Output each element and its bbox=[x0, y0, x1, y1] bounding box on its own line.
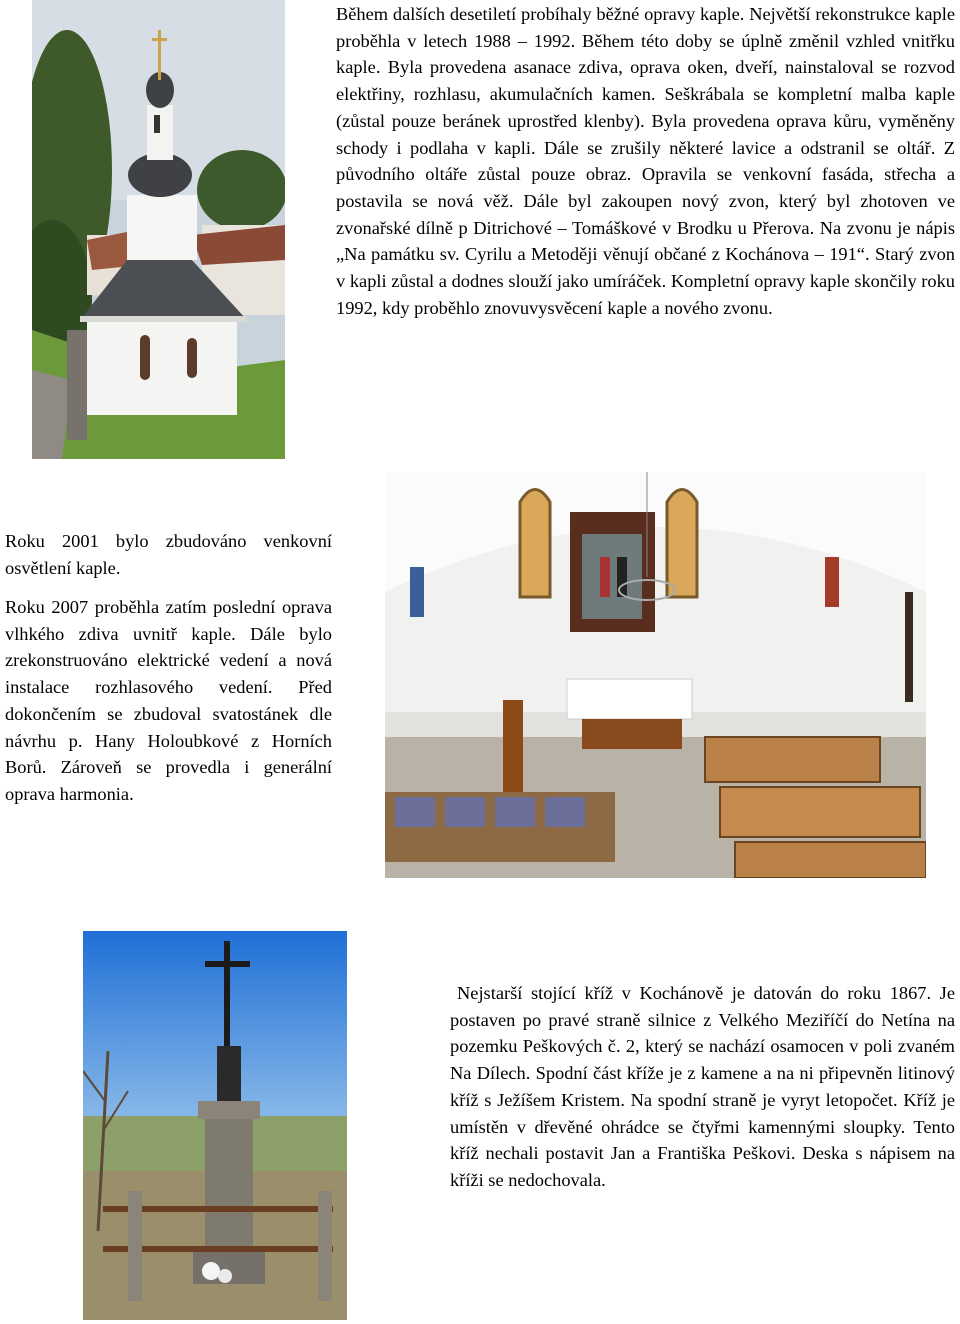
renovation-paragraph: Během dalších desetiletí probíhaly běžné opravy kaple. Největší rekonstrukce kaple proběhla v letech 1988 – 1992. Během této doby se úplně změnil vzhled vnitřku kaple. Byla provedena asanace zdiva, oprava oken, dveří, nainstaloval se rozvod elektřiny, rozhlasu, akumulačních kamen. Seškrábala se kompletní malba kaple (zůstal pouze beránek uprostřed klenby). Byla provedena oprava kůru, vyměněny schody i podlaha v kapli. Dále se zrušily některé lavice a odstranil se oltář. Z původního oltáře zůstal pouze obraz. Opravila se venkovní fasáda, střecha a postavila se nová věž. Dále byl zakoupen nový zvon, který byl zhotoven ve zvonařské dílně p Ditrichové – Tomáškové v Brodku u Přerova. Na zvonu je nápis „Na památku sv. Cyrilu a Metoději věnují občané z Kochánova – 191“. Starý zvon v kapli zůstal a dodnes slouží jako umíráček. Kompletní opravy kaple skončily roku 1992, kdy proběhlo znovuvysvěcení kaple a nového zvonu. bbox=[336, 4, 955, 318]
moisture-repair-paragraph: Roku 2007 proběhla zatím poslední oprava vlhkého zdiva uvnitř kaple. Dále bylo zrekonstruováno elektrické vedení a nová instalace rozhlasového vedení. Před dokončením se zbudoval svatostánek dle návrhu p. Hany Holoubkové z Horních Borů. Zároveň se provedla i generální oprava harmonia. bbox=[5, 597, 332, 804]
chapel-interior-photo bbox=[385, 472, 926, 878]
lighting-paragraph: Roku 2001 bylo zbudováno venkovní osvětlení kaple. bbox=[5, 531, 332, 578]
wayside-cross-photo bbox=[83, 931, 347, 1320]
cross-history-paragraph: Nejstarší stojící kříž v Kochánově je datován do roku 1867. Je postaven po pravé straně silnice z Velkého Meziříčí do Netína na pozemku Peškových č. 2, který se nachází osamocen v poli zvaném Na Dílech. Spodní část kříže je z kamene a na ni připevněn litinový kříž s Ježíšem Kristem. Na spodní straně je vyryt letopočet. Kříž je umístěn v dřevěné ohrádce se čtyřmi kamennými sloupky. Tento kříž nechali postavit Jan a Františka Peškovi. Deska s nápisem na kříži se nedochovala. bbox=[450, 983, 955, 1190]
chapel-exterior-photo bbox=[32, 0, 285, 459]
